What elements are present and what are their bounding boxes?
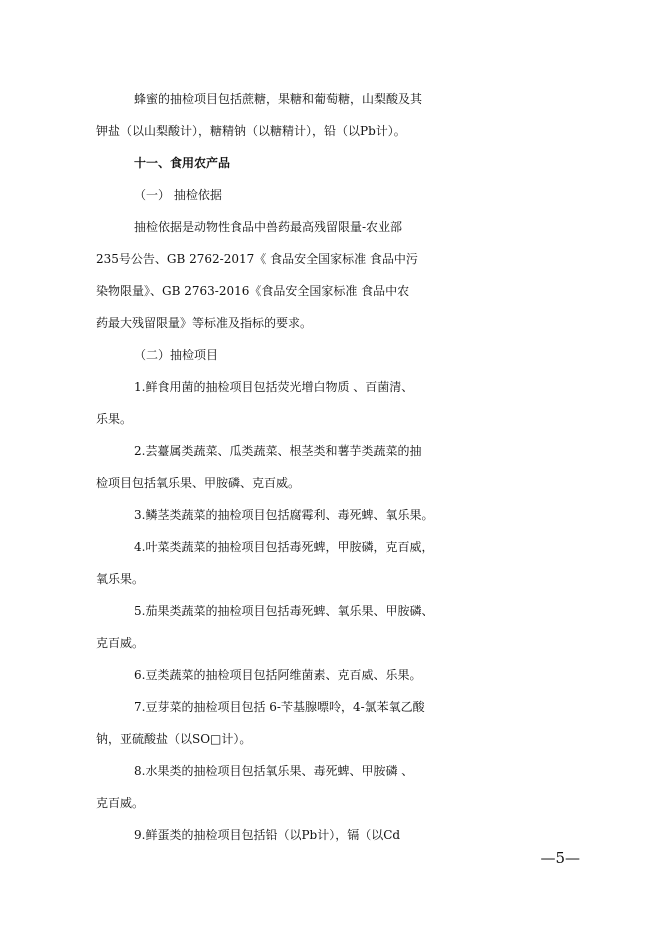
text-line-21: 钠，亚硫酸盐（以SO□计）。 [96,732,252,746]
text-line-12: 2.芸薹属类蔬菜、瓜类蔬菜、根茎类和薯芋类蔬菜的抽 [134,444,422,458]
text-line-19: 6.豆类蔬菜的抽检项目包括阿维菌素、克百威、乐果。 [134,668,422,682]
text-line-24: 9.鲜蛋类的抽检项目包括铅（以Pb计），镉（以Cd [134,828,401,842]
text-line-7: 染物限量》、GB 2763-2016《食品安全国家标准 食品中农 [96,284,410,298]
subsection-heading-basis: （一） 抽检依据 [134,188,222,202]
text-line-2: 钾盐（以山梨酸计），糖精钠（以糖精计），铅（以Pb计）。 [96,124,406,138]
text-line-5: 抽检依据是动物性食品中兽药最高残留限量-农业部 [134,220,403,234]
text-line-13: 检项目包括氧乐果、甲胺磷、克百威。 [96,476,301,490]
text-line-16: 氧乐果。 [96,572,145,586]
text-line-23: 克百威。 [96,796,145,810]
section-heading: 十一、食用农产品 [134,156,231,170]
text-line-10: 1.鲜食用菌的抽检项目包括荧光增白物质 、百菌清、 [134,380,414,394]
text-line-20: 7.豆芽菜的抽检项目包括 6-苄基腺嘌呤，4-氯苯氧乙酸 [134,700,425,714]
text-line-15: 4.叶菜类蔬菜的抽检项目包括毒死蜱，甲胺磷，克百威， [134,540,434,554]
subsection-heading-items: （二）抽检项目 [134,348,219,362]
text-line-14: 3.鳞茎类蔬菜的抽检项目包括腐霉利、毒死蜱、氧乐果。 [134,508,434,522]
text-line-18: 克百威。 [96,636,145,650]
text-line-11: 乐果。 [96,412,133,426]
text-line-8: 药最大残留限量》等标准及指标的要求。 [96,316,313,330]
text-line-17: 5.茄果类蔬菜的抽检项目包括毒死蜱、氧乐果、甲胺磷、 [134,604,434,618]
page-number: —5— [540,849,580,867]
text-line-6: 235号公告、GB 2762-2017《 食品安全国家标准 食品中污 [96,252,418,266]
text-line-22: 8.水果类的抽检项目包括氧乐果、毒死蜱、甲胺磷 、 [134,764,414,778]
text-line-1: 蜂蜜的抽检项目包括蔗糖，果糖和葡萄糖，山梨酸及其 [134,92,423,106]
